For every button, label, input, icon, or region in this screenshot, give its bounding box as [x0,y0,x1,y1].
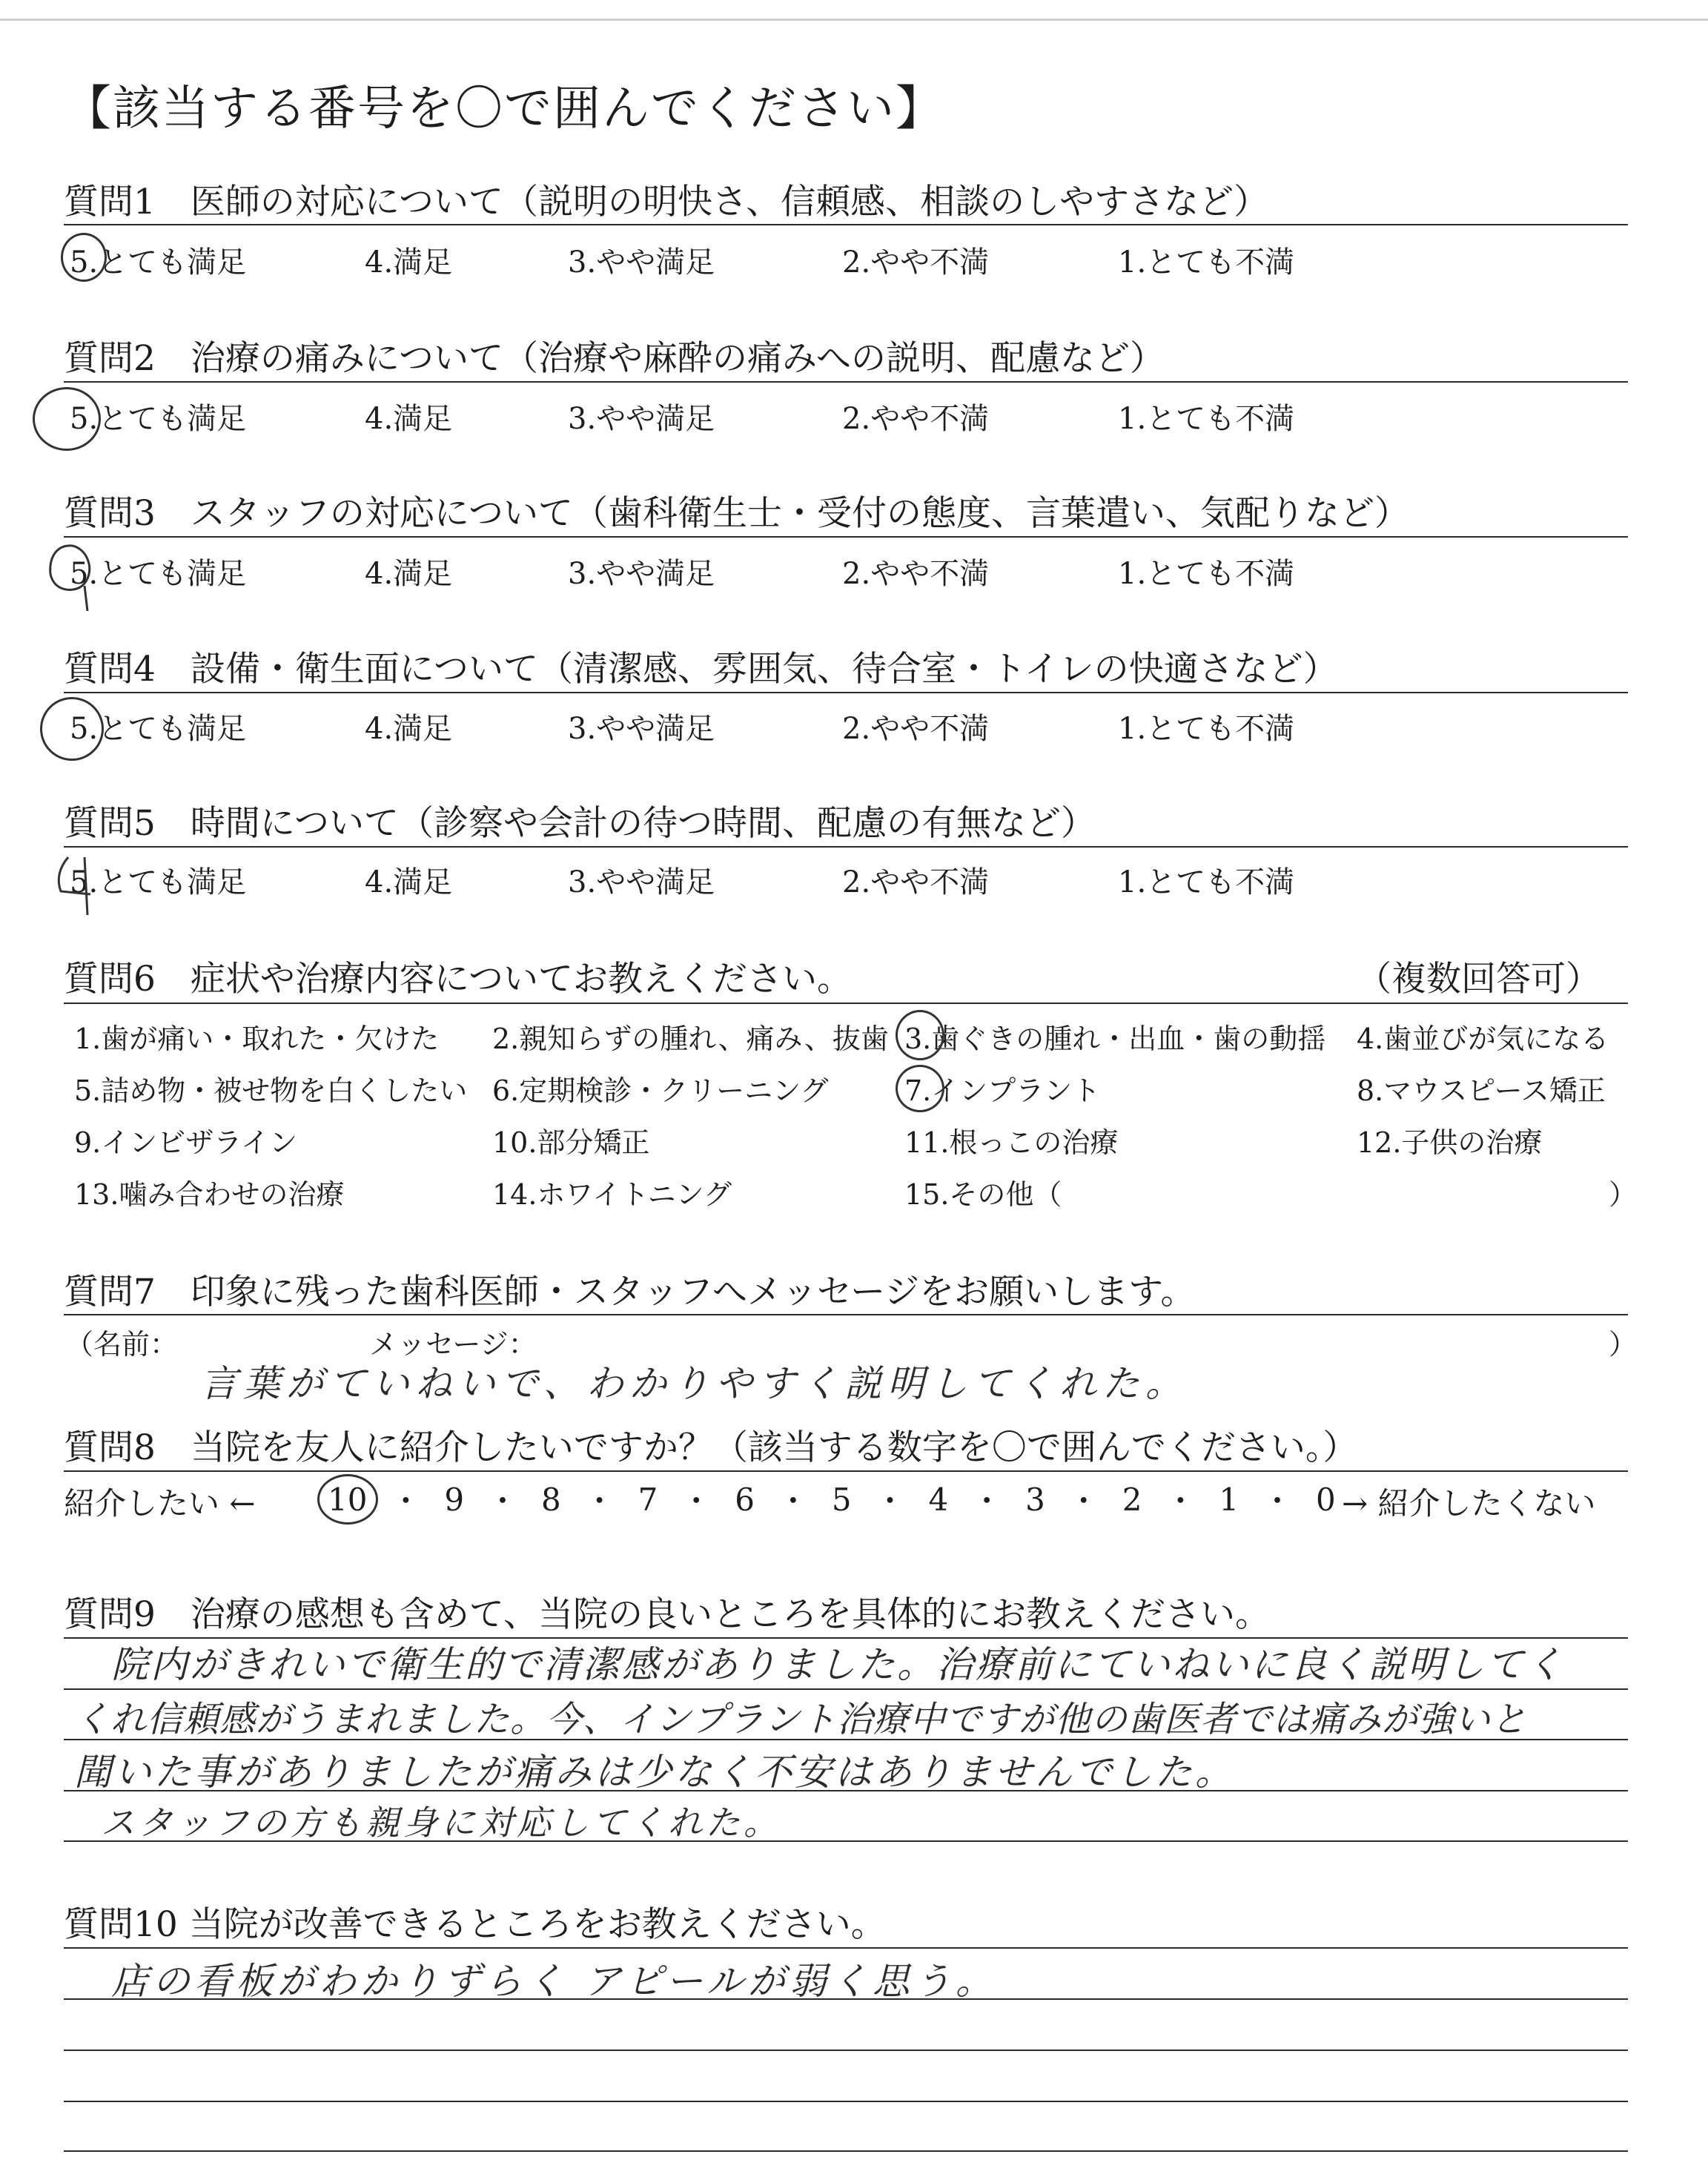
q8-scale-8[interactable]: 8 [540,1481,561,1518]
q8-scale-sep: ・ [681,1483,712,1519]
q6-item-10[interactable]: 10.部分矯正 [492,1126,650,1159]
q7-handwritten-message: 言葉がていねいで、わかりやすく説明してくれた。 [200,1362,1188,1405]
q6-item-2[interactable]: 2.親知らずの腫れ、痛み、抜歯 [492,1023,889,1055]
question-4-title: 質問4 設備・衛生面について（清潔感、雰囲気、待合室・トイレの快適さなど） [64,649,1338,690]
question-10-rule-4 [64,2101,1628,2102]
q1-option-1[interactable]: 1.とても不満 [1118,245,1295,280]
q6-item-4[interactable]: 4.歯並びが気になる [1357,1023,1609,1055]
q6-item-15-close: ） [1609,1178,1638,1211]
q6-item-14[interactable]: 14.ホワイトニング [492,1178,732,1211]
q8-scale-sep: ・ [390,1483,422,1519]
question-4-rule [64,692,1628,693]
q8-right-label: → 紹介したくない [1342,1485,1596,1522]
q10-answer-line-1: 店の看板がわかりずらく アピールが弱く思う。 [111,1960,997,2003]
question-3-rule [64,536,1628,538]
question-6-title: 質問6 症状や治療内容についてお教えください。 [64,959,852,1000]
q5-selection-mark [46,853,105,921]
q5-option-4[interactable]: 4.満足 [365,865,453,899]
q4-option-4[interactable]: 4.満足 [365,712,453,746]
q8-scale-2[interactable]: 2 [1122,1481,1142,1518]
question-10-rule-5 [64,2150,1628,2152]
q6-item-7-circle [896,1065,944,1112]
q8-scale [328,1477,1336,1522]
q8-scale-sep: ・ [583,1483,615,1519]
q7-name-label: （名前： [65,1328,179,1361]
q8-scale-sep: ・ [874,1483,906,1519]
q8-scale-sep: ・ [1262,1483,1294,1519]
question-1-rule [64,224,1628,225]
question-10-title: 質問10 当院が改善できるところをお教えください。 [64,1904,886,1945]
q6-item-7[interactable]: 7.インプラント [904,1074,1101,1107]
question-10-rule-1 [64,1947,1628,1949]
q6-item-8[interactable]: 8.マウスピース矯正 [1357,1074,1606,1107]
q4-option-2[interactable]: 2.やや不満 [842,712,990,746]
q9-answer-line-3: 聞いた事がありましたが痛みは少なく不安はありませんでした。 [74,1751,1235,1794]
q3-option-2[interactable]: 2.やや不満 [842,557,990,591]
q8-scale-0[interactable]: 0 [1315,1481,1336,1518]
q8-scale-5[interactable]: 5 [831,1481,852,1518]
q6-item-9[interactable]: 9.インビザライン [74,1126,298,1159]
q3-option-3[interactable]: 3.やや満足 [568,557,715,591]
page-title: 【該当する番号を〇で囲んでください】 [64,82,944,136]
q4-selection-circle [40,697,104,761]
q5-option-3[interactable]: 3.やや満足 [568,865,715,899]
q6-item-13[interactable]: 13.噛み合わせの治療 [74,1178,345,1211]
q8-scale-1[interactable]: 1 [1219,1481,1239,1518]
q3-selection-circle [43,540,102,614]
q9-answer-line-1: 院内がきれいで衛生的で清潔感がありました。治療前にていねいに良く説明してく [111,1643,1565,1686]
question-6-note: （複数回答可） [1357,959,1601,1000]
q8-scale-10[interactable]: 10 [328,1481,368,1518]
q8-scale-9[interactable]: 9 [444,1481,465,1518]
q6-item-11[interactable]: 11.根っこの治療 [904,1126,1119,1159]
q6-item-1[interactable]: 1.歯が痛い・取れた・欠けた [74,1023,440,1055]
question-3-title: 質問3 スタッフの対応について（歯科衛生士・受付の態度、言葉遣い、気配りなど） [64,493,1409,534]
q6-item-3-circle [896,1010,944,1060]
q6-item-6[interactable]: 6.定期検診・クリーニング [492,1074,829,1107]
q8-scale-4[interactable]: 4 [928,1481,949,1518]
q3-option-4[interactable]: 4.満足 [365,557,453,591]
q4-option-3[interactable]: 3.やや満足 [568,712,715,746]
question-1-title: 質問1 医師の対応について（説明の明快さ、信頼感、相談のしやすさなど） [64,182,1269,222]
q6-item-15[interactable]: 15.その他（ [904,1178,1062,1211]
question-7-title: 質問7 印象に残った歯科医師・スタッフへメッセージをお願いします。 [64,1272,1196,1312]
q6-item-3[interactable]: 3.歯ぐきの腫れ・出血・歯の動揺 [904,1023,1326,1055]
q8-scale-3[interactable]: 3 [1025,1481,1045,1518]
q8-selection-circle [317,1474,378,1525]
q8-scale-6[interactable]: 6 [735,1481,755,1518]
question-6-rule [64,1003,1628,1004]
q4-option-5[interactable]: 5.とても満足 [70,712,247,746]
question-5-rule [64,846,1628,848]
scan-top-edge [0,19,1708,21]
q1-option-5[interactable]: 5.とても満足 [70,245,247,280]
q7-close-paren: ） [1609,1328,1638,1361]
q3-option-1[interactable]: 1.とても不満 [1118,557,1295,591]
question-2-title: 質問2 治療の痛みについて（治療や麻酔の痛みへの説明、配慮など） [64,338,1165,379]
q8-scale-sep: ・ [1165,1483,1196,1519]
q1-selection-circle [61,233,107,282]
q2-option-3[interactable]: 3.やや満足 [568,402,715,436]
q1-option-3[interactable]: 3.やや満足 [568,245,715,280]
q1-option-4[interactable]: 4.満足 [365,245,453,280]
q9-answer-line-4: スタッフの方も親身に対応してくれた。 [101,1803,781,1843]
q2-option-2[interactable]: 2.やや不満 [842,402,990,436]
question-9-rule-2 [64,1688,1628,1690]
q1-option-2[interactable]: 2.やや不満 [842,245,990,280]
question-9-title: 質問9 治療の感想も含めて、当院の良いところを具体的にお教えください。 [64,1594,1270,1635]
q5-option-5[interactable]: 5.とても満足 [70,865,247,899]
q8-scale-sep: ・ [487,1483,519,1519]
question-10-rule-3 [64,2050,1628,2051]
question-8-rule [64,1470,1628,1472]
q9-answer-line-2: くれ信頼感がうまれました。今、インプラント治療中ですが他の歯医者では痛みが強いと [74,1699,1528,1740]
q8-scale-sep: ・ [1068,1483,1099,1519]
q2-selection-circle [33,387,101,451]
question-7-rule [64,1314,1628,1315]
q5-option-2[interactable]: 2.やや不満 [842,865,990,899]
question-2-rule [64,381,1628,383]
q8-scale-7[interactable]: 7 [638,1481,658,1518]
q4-option-1[interactable]: 1.とても不満 [1118,712,1295,746]
question-8-title: 質問8 当院を友人に紹介したいですか？（該当する数字を〇で囲んでください。） [64,1427,1358,1468]
q8-scale-sep: ・ [971,1483,1003,1519]
q8-left-label: 紹介したい ← [64,1485,256,1522]
q6-item-5[interactable]: 5.詰め物・被せ物を白くしたい [74,1074,468,1107]
question-5-title: 質問5 時間について（診察や会計の待つ時間、配慮の有無など） [64,803,1096,844]
q2-option-5[interactable]: 5.とても満足 [70,402,247,436]
q2-option-4[interactable]: 4.満足 [365,402,453,436]
q6-item-12[interactable]: 12.子供の治療 [1357,1126,1543,1159]
q8-scale-sep: ・ [777,1483,809,1519]
q5-option-1[interactable]: 1.とても不満 [1118,865,1295,899]
q2-option-1[interactable]: 1.とても不満 [1118,402,1295,436]
q7-message-label: メッセージ： [369,1328,537,1361]
q3-option-5[interactable]: 5.とても満足 [70,557,247,591]
